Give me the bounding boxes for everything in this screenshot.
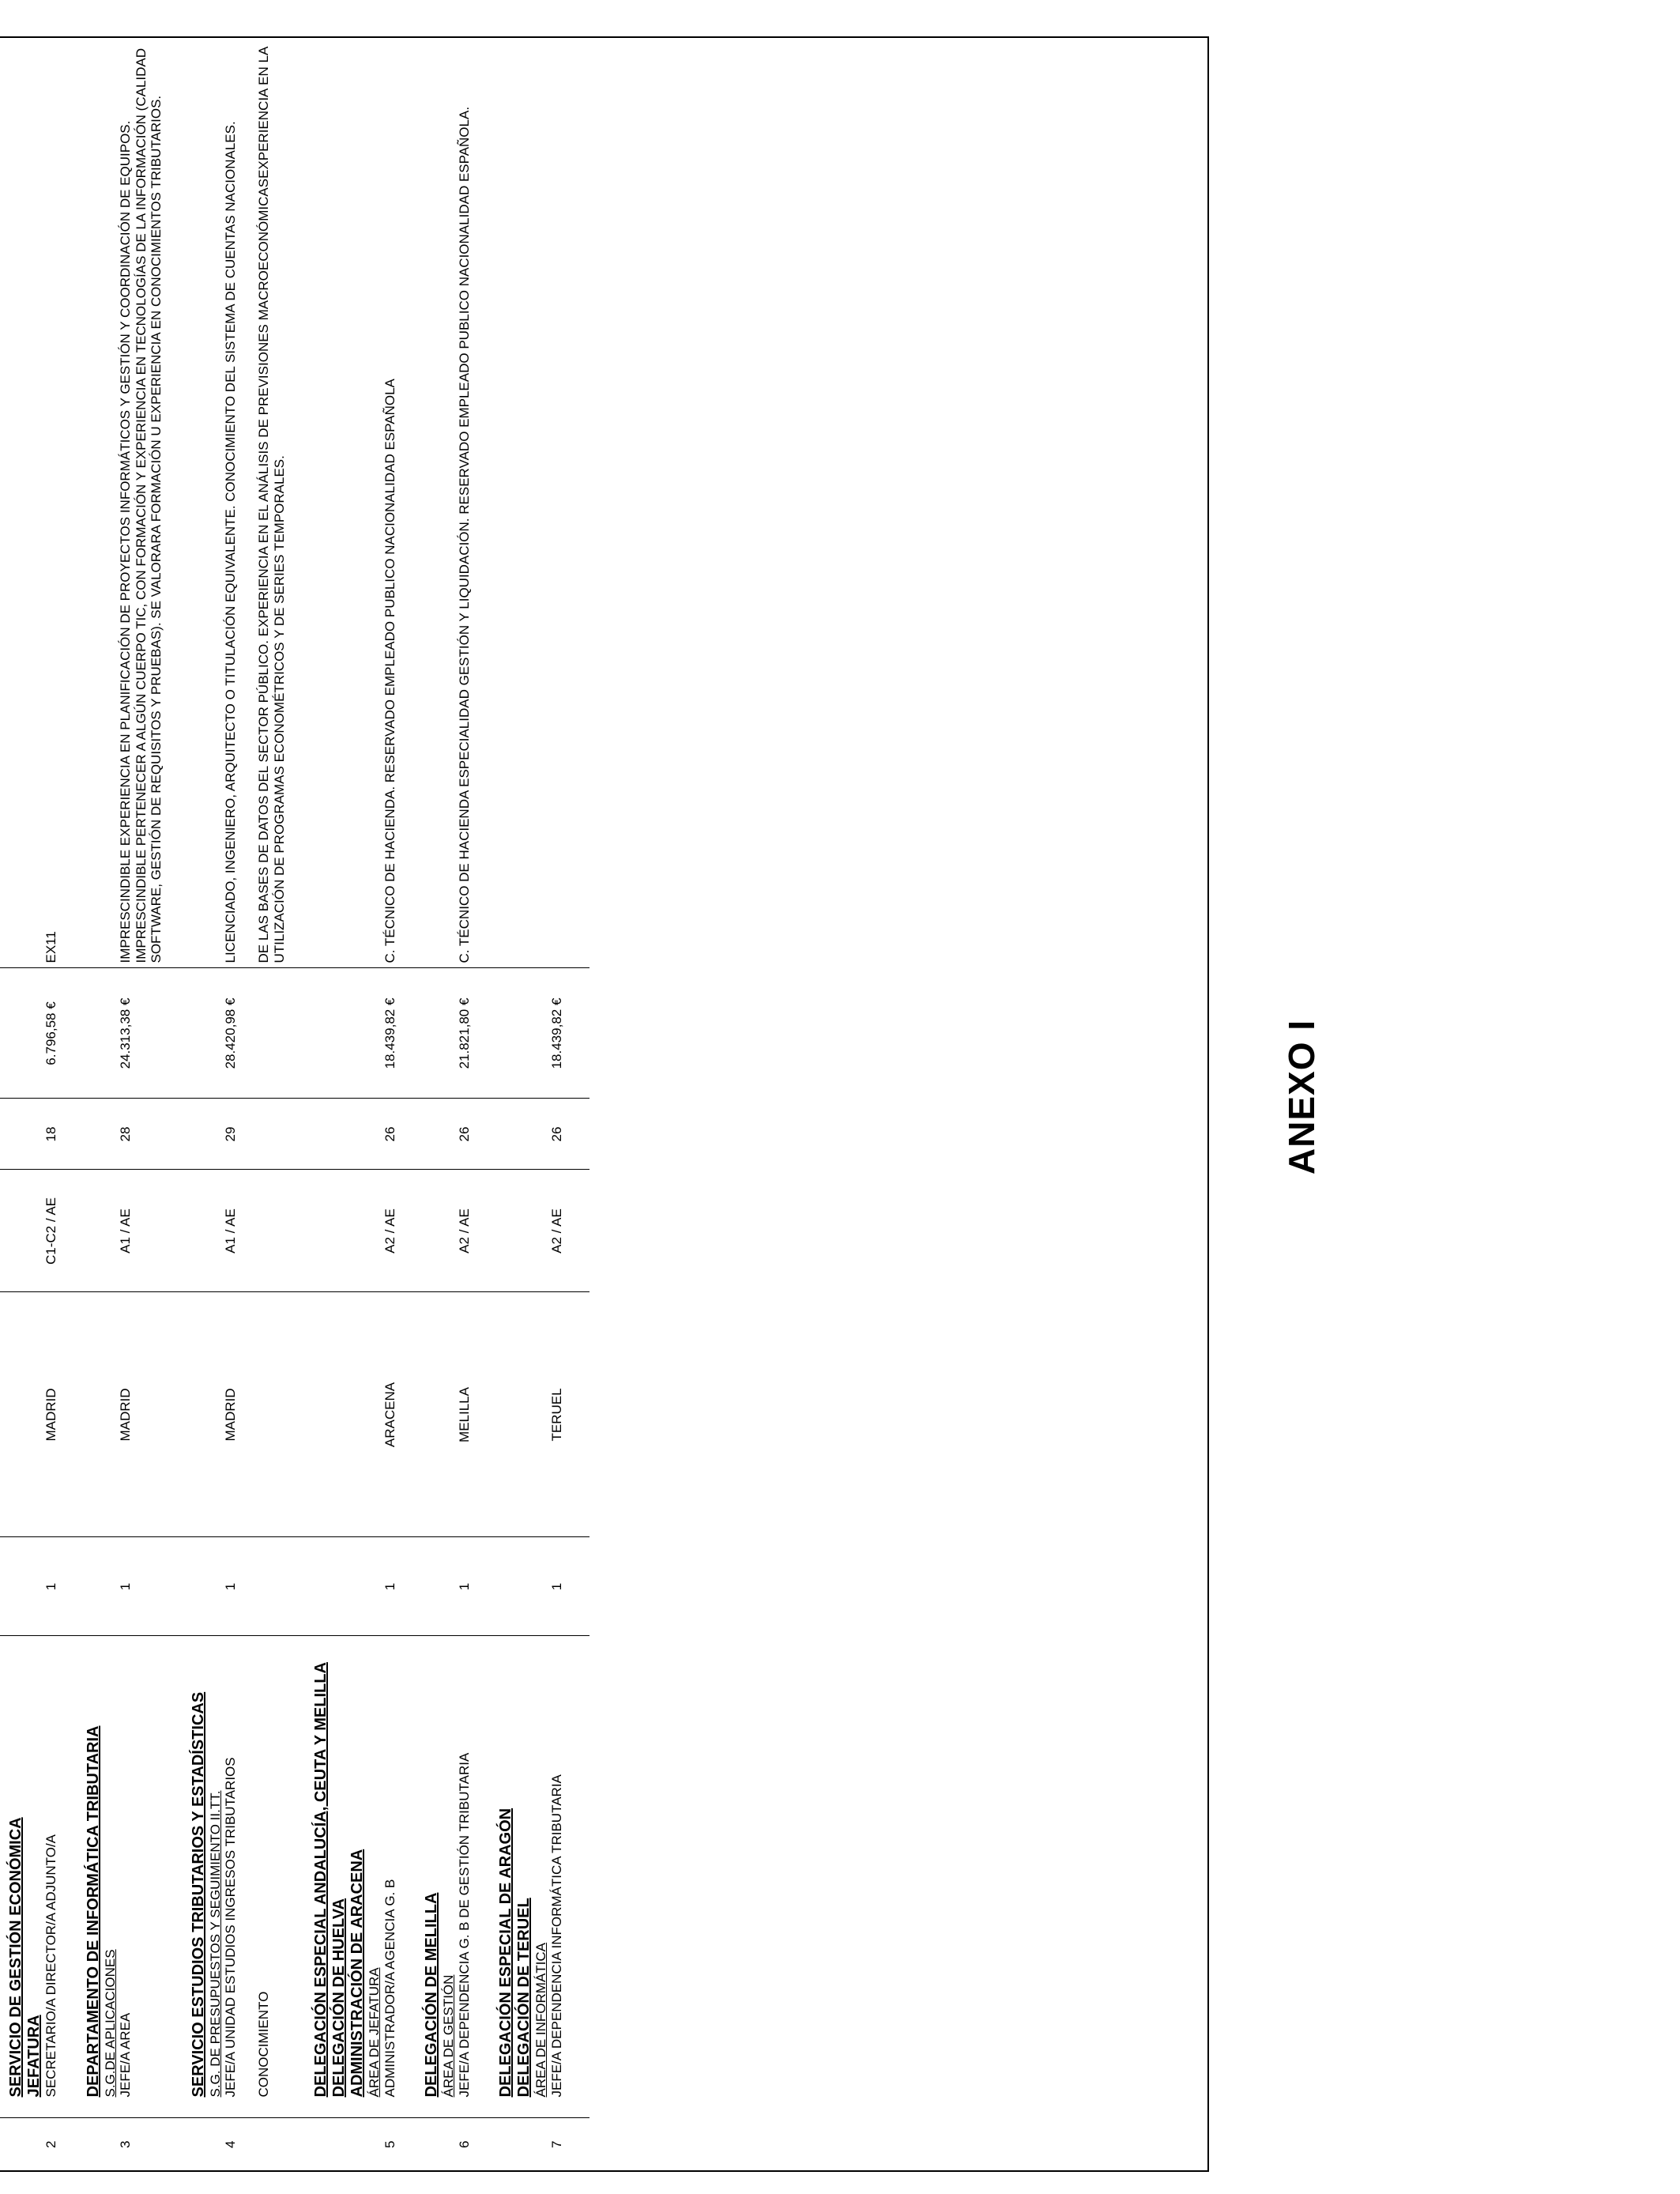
table-row: 7 JEFE/A DEPENDENCIA INFORMÁTICA TRIBUTARIA 1 TERUEL A2 / AE 26 18.439,82 €	[549, 35, 565, 2170]
table-row: 5 ADMINISTRADOR/A AGENCIA G. B 1 ARACENA A2 / AE 26 18.439,82 € C. TÉCNICO DE HACIENDA. RESERVADO EMPLEADO PUBLICO NACIONALIDAD ESPAÑOLA	[382, 35, 398, 2170]
anexo-table-frame	[0, 36, 1209, 2172]
table-row: 6 JEFE/A DEPENDENCIA G. B DE GESTIÓN TRIBUTARIA 1 MELILLA A2 / AE 26 21.821,80 € C. TÉCNICO DE HACIENDA ESPECIALIDAD GESTIÓN Y LIQUIDACIÓN. RESERVADO EMPLEADO PUBLICO NACIONALIDAD ESPAÑOLA.	[457, 35, 473, 2170]
table-row: 2 SECRETARIO/A DIRECTOR/A ADJUNTO/A 1 MADRID C1-C2 / AE 18 6.796,58 € EX11	[43, 35, 59, 2170]
table-row: 4 JEFE/A UNIDAD ESTUDIOS INGRESOS TRIBUTARIOS CONOCIMIENTO 1 MADRID A1 / AE 29 28.420,98 € LICENCIADO, INGENIERO, ARQUITECTO O TITULACIÓN EQUIVALENTE. CONOCIMIENTO DEL SISTEMA DE CUENTAS NACIONALES. DE LAS BASES DE DATOS DEL SECTOR PÚBLICO. EXPERIENCIA EN EL ANÁLISIS DE PREVISIONES MACROECONÓMICASEXPERIENCIA EN LA UTILIZACIÓN DE PROGRAMAS ECONOMÉTRICOS Y DE SERIES TEMPORALES.	[223, 35, 287, 2170]
document-title: ANEXO I	[1281, 1019, 1322, 1175]
section-heading: DELEGACIÓN ESPECIAL DE ARAGÓN DELEGACIÓN DE TERUEL ÁREA DE INFORMÁTICA	[497, 35, 549, 2170]
section-heading: DELEGACIÓN ESPECIAL ANDALUCÍA, CEUTA Y MELILLA DELEGACIÓN DE HUELVA ADMINISTRACIÓN DE ARACENA ÁREA DE JEFATURA	[312, 35, 382, 2170]
table-row: 3 JEFE/A AREA 1 MADRID A1 / AE 28 24.313,38 € IMPRESCINDIBLE EXPERIENCIA EN PLANIFICACIÓN DE PROYECTOS INFORMÁTICOS Y GESTIÓN Y COORDINACIÓN DE EQUIPOS. IMPRESCINDIBLE PERTENECER A ALGÚN CUERPO TIC, CON FORMACIÓN Y EXPERIENCIA EN TECNOLOGÍAS DE LA INFORMACIÓN (CALIDAD SOFTWARE, GESTIÓN DE REQUISITOS Y PRUEBAS). SE VALORARA FORMACIÓN U EXPERIENCIA EN CONOCIMIENTOS TRIBUTARIOS.	[118, 35, 164, 2170]
section-heading: DELEGACIÓN DE MELILLA ÁREA DE GESTIÓN	[423, 35, 457, 2170]
section-heading: SERVICIO DE GESTIÓN ECONÓMICA JEFATURA	[7, 35, 43, 2170]
section-heading: DEPARTAMENTO DE INFORMÁTICA TRIBUTARIA S.G.DE APLICACIONES	[85, 35, 119, 2170]
section-heading: SERVICIO ESTUDIOS TRIBUTARIOS Y ESTADÍSTICAS S.G. DE PRESUPUESTOS Y SEGUIMIENTO II.TT.	[190, 35, 224, 2170]
anexo-table	[0, 35, 590, 2170]
